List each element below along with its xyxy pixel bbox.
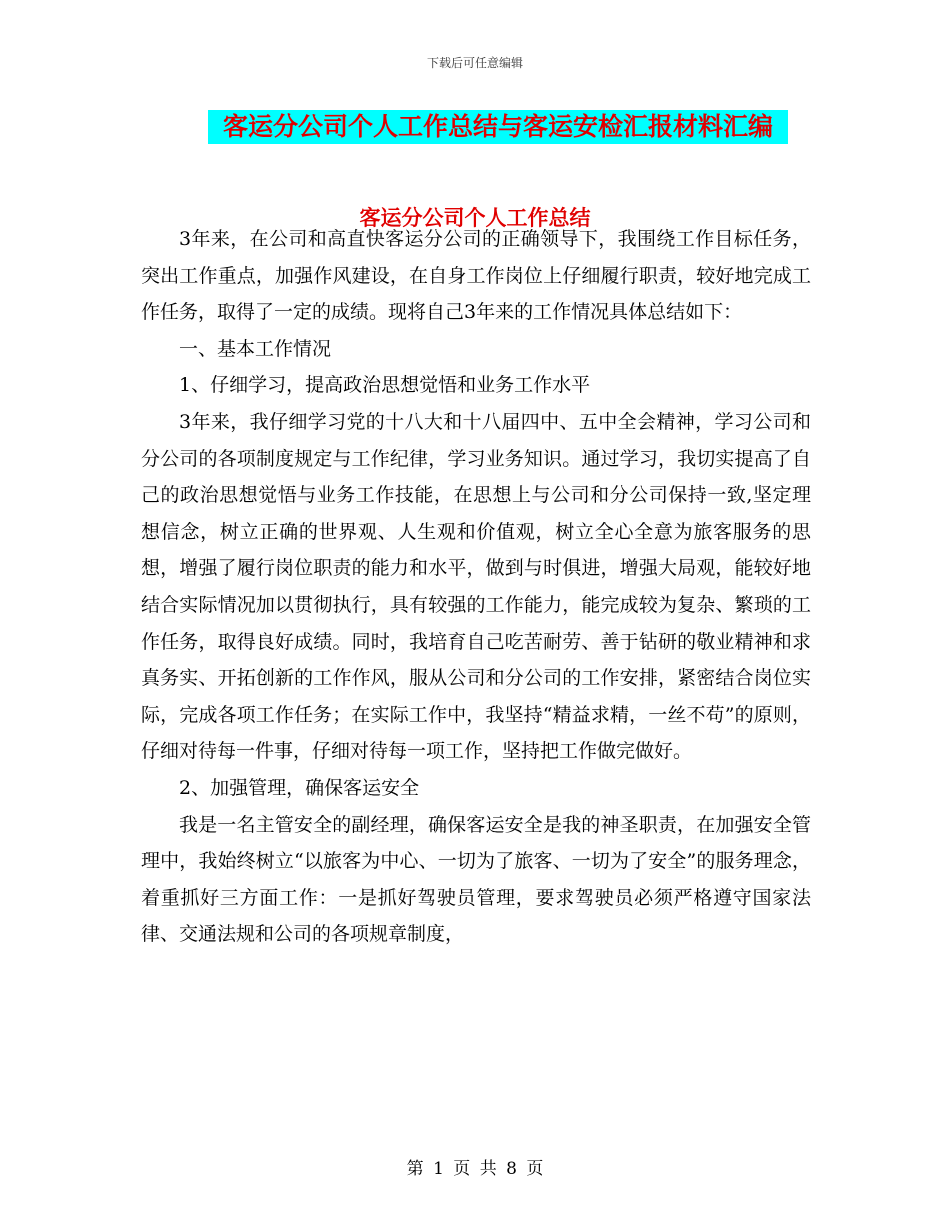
heading-study: 1、仔细学习，提高政治思想觉悟和业务工作水平 xyxy=(179,374,591,397)
paragraph-study: 3年来，我仔细学习党的十八大和十八届四中、五中全会精神，学习公司和分公司的各项制度规定与工作纪律，学习业务知识。通过学习，我切实提高了自己的政治思想觉悟与业务工作技能，在思想上与公司和分公司保持一致,坚定理想信念，树立正确的世界观、人生观和价值观，树立全心全意为旅客服务的思想，增强了履行岗位职责的能力和水平，做到与时俱进，增强大局观，能较好地结合实际情况加以贯彻执行，具有较强的工作能力，能完成较为复杂、繁琐的工作任务，取得良好成绩。同时，我培育自己吃苦耐劳、善于钻研的敬业精神和求真务实、开拓创新的工作作风，服从公司和分公司的工作安排，紧密结合岗位实际，完成各项工作任务；在实际工作中，我坚持“精益求精，一丝不苟”的原则，仔细对待每一件事，仔细对待每一项工作，坚持把工作做完做好。 xyxy=(141,410,811,763)
paragraph-safety: 我是一名主管安全的副经理，确保客运安全是我的神圣职责，在加强安全管理中，我始终树立“以旅客为中心、一切为了旅客、一切为了安全”的服务理念，着重抓好三方面工作：一是抓好驾驶员管理，要求驾驶员必须严格遵守国家法律、交通法规和公司的各项规章制度， xyxy=(141,813,811,946)
section-title: 客运分公司个人工作总结 xyxy=(359,205,591,230)
header-note: 下载后可任意编辑 xyxy=(426,56,523,70)
document-body xyxy=(141,221,811,953)
page-footer: 第 1 页 共 8 页 xyxy=(406,1159,544,1179)
heading-basic-situation: 一、基本工作情况 xyxy=(179,337,332,360)
heading-safety: 2、加强管理，确保客运安全 xyxy=(179,776,420,799)
paragraph-intro: 3年来，在公司和高直快客运分公司的正确领导下，我围绕工作目标任务，突出工作重点，加强作风建设，在自身工作岗位上仔细履行职责，较好地完成工作任务，取得了一定的成绩。现将自己3年来的工作情况具体总结如下： xyxy=(141,228,811,324)
document-main-title: 客运分公司个人工作总结与客运安检汇报材料汇编 xyxy=(208,110,788,144)
